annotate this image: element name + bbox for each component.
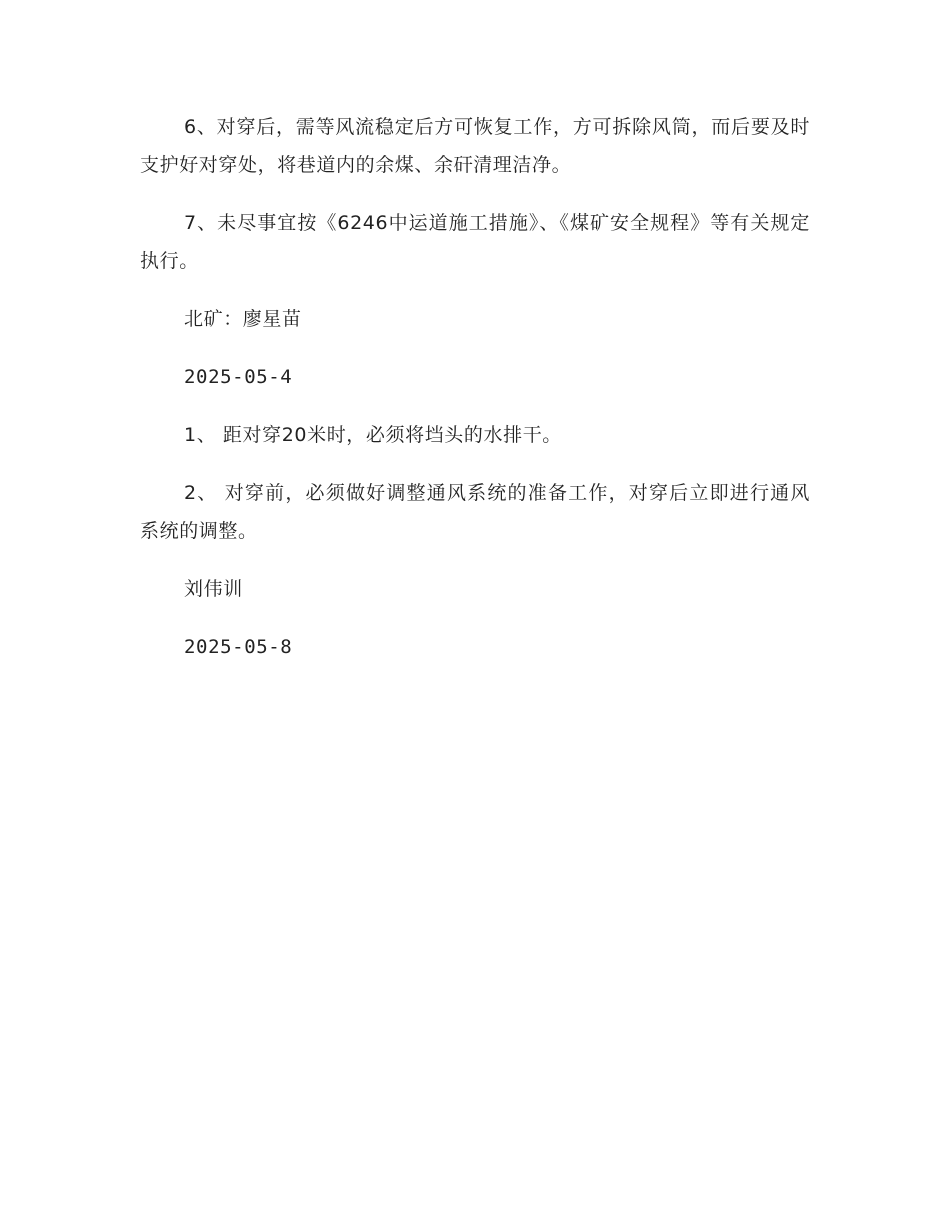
signature-line-1: 北矿：廖星苗 <box>184 308 302 330</box>
paragraph-item-6: 6、对穿后，需等风流稳定后方可恢复工作，方可拆除风筒，而后要及时支护好对穿处，将巷道内的余煤、余矸清理洁净。 <box>140 116 810 176</box>
paragraph-note-1: 1、 距对穿20米时，必须将垱头的水排干。 <box>184 424 562 446</box>
date-line-1: 2025-05-4 <box>184 366 293 388</box>
paragraph-note-2: 2、 对穿前，必须做好调整通风系统的准备工作，对穿后立即进行通风系统的调整。 <box>140 482 810 542</box>
date-line-2: 2025-05-8 <box>184 636 293 658</box>
paragraph-item-7: 7、未尽事宜按《6246中运道施工措施》、《煤矿安全规程》等有关规定执行。 <box>140 212 810 272</box>
document-body <box>140 108 810 686</box>
signature-line-2: 刘伟训 <box>184 578 243 600</box>
